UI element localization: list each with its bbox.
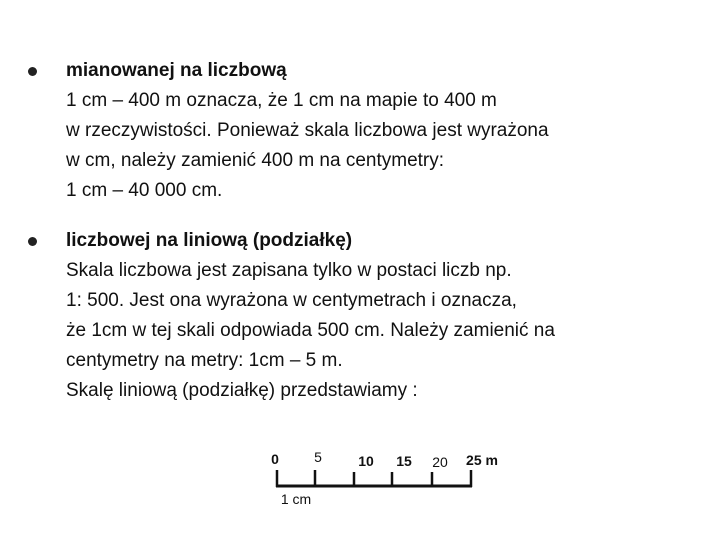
body-text-line: 1 cm – 400 m oznacza, że 1 cm na mapie to 400 m [66, 90, 497, 111]
bullet-icon [28, 237, 37, 246]
bullet-item [28, 56, 708, 86]
tick-label-0: 0 [271, 451, 279, 467]
body-text-line: Skalę liniową (podziałkę) przedstawiamy : [66, 380, 418, 401]
section-numbered-to-numeric [28, 56, 708, 206]
body-text-line: że 1cm w tej skali odpowiada 500 cm. Należy zamienić na [66, 320, 555, 341]
tick-label-20: 20 [432, 454, 448, 470]
scale-bar-graphic [260, 446, 520, 512]
bullet-icon [28, 67, 37, 76]
tick-label-15: 15 [396, 453, 412, 469]
tick-label-5: 5 [314, 449, 322, 465]
body-text-line: centymetry na metry: 1cm – 5 m. [66, 350, 343, 371]
bullet-item [28, 226, 708, 256]
body-text-line: 1: 500. Jest ona wyrażona w centymetrach i oznacza, [66, 290, 517, 311]
tick-label-25m: 25 m [466, 452, 498, 468]
section-heading: mianowanej na liczbową [66, 60, 287, 81]
body-text-line: w rzeczywistości. Ponieważ skala liczbowa jest wyrażona [66, 120, 549, 141]
section-numeric-to-linear [28, 226, 708, 406]
body-text-line: Skala liczbowa jest zapisana tylko w postaci liczb np. [66, 260, 512, 281]
body-text-line: 1 cm – 40 000 cm. [66, 180, 223, 201]
unit-label: 1 cm [280, 491, 312, 507]
body-text-line: w cm, należy zamienić 400 m na centymetry: [66, 150, 445, 171]
tick-label-10: 10 [358, 453, 374, 469]
section-heading: liczbowej na liniową (podziałkę) [66, 230, 353, 251]
linear-scale-bar [260, 446, 520, 512]
